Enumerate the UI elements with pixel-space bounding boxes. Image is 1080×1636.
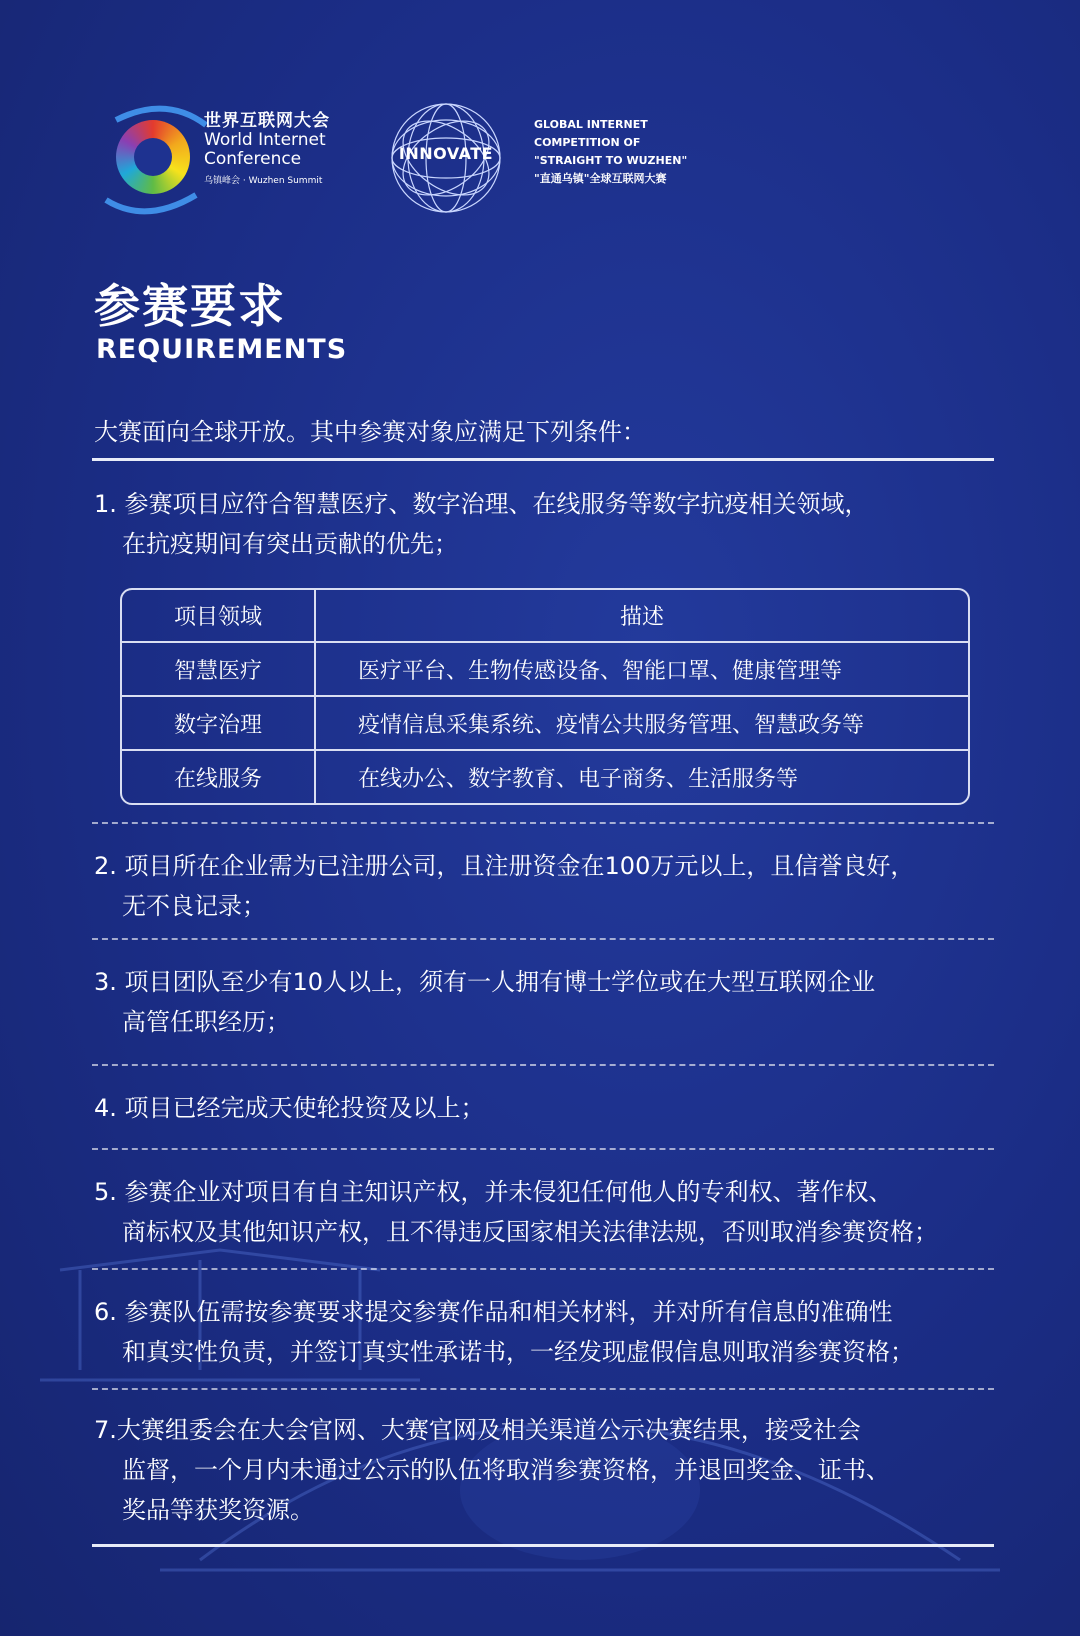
divider-dashed (92, 1388, 994, 1390)
divider-dashed (92, 938, 994, 940)
table-header-row (122, 590, 968, 641)
section-title-cn: 参赛要求 (94, 279, 286, 333)
requirement-item-6: 6. 参赛队伍需按参赛要求提交参赛作品和相关材料，并对所有信息的准确性 和真实性负责，并签订真实性承诺书，一经发现虚假信息则取消参赛资格； (94, 1298, 914, 1366)
table-row: 在线服务 在线办公、数字教育、电子商务、生活服务等 (122, 749, 968, 803)
wic-ring-icon (116, 120, 190, 194)
competition-name: GLOBAL INTERNET COMPETITION OF "STRAIGHT TO WUZHEN" "直通乌镇"全球互联网大赛 (534, 118, 688, 185)
requirement-item-3: 3. 项目团队至少有10人以上，须有一人拥有博士学位或在大型互联网企业 高管任职经历； (94, 968, 876, 1036)
table-header-domain: 项目领域 (122, 590, 316, 641)
divider-bottom (92, 1544, 994, 1547)
innovate-wordmark: INNOVATE (398, 144, 494, 163)
domain-table (120, 588, 970, 805)
table-row: 智慧医疗 医疗平台、生物传感设备、智能口罩、健康管理等 (122, 641, 968, 695)
section-title-en: REQUIREMENTS (96, 334, 348, 365)
requirement-item-1: 1. 参赛项目应符合智慧医疗、数字治理、在线服务等数字抗疫相关领域， 在抗疫期间有突出贡献的优先； (94, 490, 869, 558)
intro-text: 大赛面向全球开放。其中参赛对象应满足下列条件： (94, 418, 646, 446)
wic-name-cn: 世界互联网大会 (204, 111, 330, 131)
divider-dashed (92, 1148, 994, 1150)
table-row: 数字治理 疫情信息采集系统、疫情公共服务管理、智慧政务等 (122, 695, 968, 749)
divider-dashed (92, 1268, 994, 1270)
wic-subtitle: 乌镇峰会 · Wuzhen Summit (204, 176, 323, 186)
wic-name-en-1: World Internet (204, 130, 326, 150)
innovate-logo (388, 100, 504, 216)
requirement-item-5: 5. 参赛企业对项目有自主知识产权，并未侵犯任何他人的专利权、著作权、 商标权及其他知识产权，且不得违反国家相关法律法规，否则取消参赛资格； (94, 1178, 938, 1246)
divider-dashed (92, 1064, 994, 1066)
table-header-description: 描述 (619, 605, 664, 630)
divider-dashed (92, 822, 994, 824)
wic-name-en-2: Conference (204, 149, 302, 169)
wic-logo (96, 100, 336, 220)
requirement-item-7: 7.大赛组委会在大会官网、大赛官网及相关渠道公示决赛结果，接受社会 监督，一个月内未通过公示的队伍将取消参赛资格，并退回奖金、证书、 奖品等获奖资源。 (94, 1416, 890, 1524)
requirement-item-4: 4. 项目已经完成天使轮投资及以上； (94, 1094, 485, 1122)
divider-top (92, 458, 994, 461)
requirement-item-2: 2. 项目所在企业需为已注册公司，且注册资金在100万元以上，且信誉良好， 无不良记录； (94, 852, 915, 920)
